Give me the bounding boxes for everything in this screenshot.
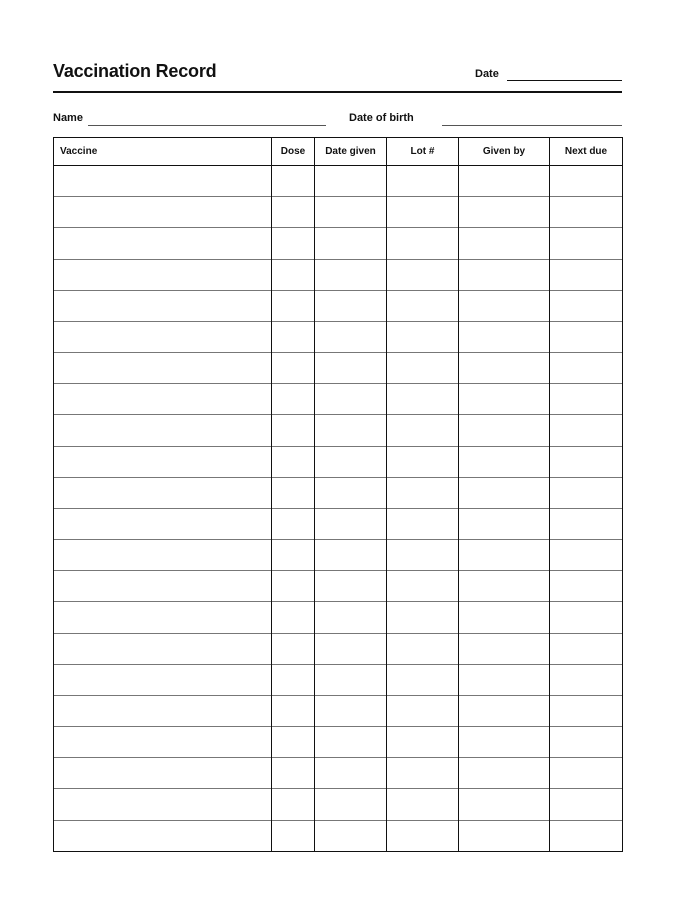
dose-cell[interactable] <box>272 259 315 290</box>
lot-number-cell[interactable] <box>387 664 459 695</box>
given-by-cell[interactable] <box>459 820 550 851</box>
vaccination-table <box>53 137 623 852</box>
next-due-cell[interactable] <box>550 446 623 477</box>
column-header-next-due: Next due <box>550 138 623 166</box>
vaccine-cell[interactable] <box>54 820 272 851</box>
vaccine-cell[interactable] <box>54 664 272 695</box>
lot-number-cell[interactable] <box>387 446 459 477</box>
next-due-cell[interactable] <box>550 166 623 197</box>
lot-number-cell[interactable] <box>387 789 459 820</box>
next-due-cell[interactable] <box>550 415 623 446</box>
column-header-lot-number: Lot # <box>387 138 459 166</box>
table-row <box>54 571 623 602</box>
next-due-cell[interactable] <box>550 353 623 384</box>
vaccine-cell[interactable] <box>54 290 272 321</box>
date-given-cell[interactable] <box>315 789 387 820</box>
vaccine-cell[interactable] <box>54 197 272 228</box>
dose-cell[interactable] <box>272 353 315 384</box>
date-of-birth-field-line[interactable] <box>442 125 622 126</box>
dose-cell[interactable] <box>272 758 315 789</box>
table-row <box>54 633 623 664</box>
next-due-cell[interactable] <box>550 758 623 789</box>
date-given-cell[interactable] <box>315 197 387 228</box>
date-label: Date <box>475 68 499 80</box>
header-divider <box>53 91 622 93</box>
lot-number-cell[interactable] <box>387 820 459 851</box>
given-by-cell[interactable] <box>459 571 550 602</box>
lot-number-cell[interactable] <box>387 477 459 508</box>
table-row <box>54 789 623 820</box>
date-given-cell[interactable] <box>315 602 387 633</box>
table-row <box>54 540 623 571</box>
table-row <box>54 166 623 197</box>
next-due-cell[interactable] <box>550 508 623 539</box>
given-by-cell[interactable] <box>459 508 550 539</box>
table-row <box>54 664 623 695</box>
table-header-row <box>54 138 623 166</box>
date-given-cell[interactable] <box>315 695 387 726</box>
given-by-cell[interactable] <box>459 259 550 290</box>
date-given-cell[interactable] <box>315 166 387 197</box>
date-given-cell[interactable] <box>315 727 387 758</box>
table-row <box>54 508 623 539</box>
lot-number-cell[interactable] <box>387 353 459 384</box>
date-given-cell[interactable] <box>315 508 387 539</box>
dose-cell[interactable] <box>272 727 315 758</box>
lot-number-cell[interactable] <box>387 695 459 726</box>
given-by-cell[interactable] <box>459 228 550 259</box>
vaccine-cell[interactable] <box>54 384 272 415</box>
lot-number-cell[interactable] <box>387 228 459 259</box>
date-given-cell[interactable] <box>315 353 387 384</box>
given-by-cell[interactable] <box>459 664 550 695</box>
next-due-cell[interactable] <box>550 197 623 228</box>
lot-number-cell[interactable] <box>387 321 459 352</box>
given-by-cell[interactable] <box>459 789 550 820</box>
date-given-cell[interactable] <box>315 259 387 290</box>
next-due-cell[interactable] <box>550 571 623 602</box>
vaccine-cell[interactable] <box>54 477 272 508</box>
vaccine-cell[interactable] <box>54 321 272 352</box>
vaccine-cell[interactable] <box>54 602 272 633</box>
column-header-vaccine: Vaccine <box>54 138 272 166</box>
vaccine-cell[interactable] <box>54 508 272 539</box>
date-given-cell[interactable] <box>315 384 387 415</box>
table-row <box>54 321 623 352</box>
next-due-cell[interactable] <box>550 540 623 571</box>
dose-cell[interactable] <box>272 321 315 352</box>
given-by-cell[interactable] <box>459 446 550 477</box>
date-given-cell[interactable] <box>315 664 387 695</box>
table-body <box>54 166 623 852</box>
table-row <box>54 695 623 726</box>
dose-cell[interactable] <box>272 540 315 571</box>
table-row <box>54 384 623 415</box>
lot-number-cell[interactable] <box>387 602 459 633</box>
date-of-birth-label: Date of birth <box>349 112 414 124</box>
next-due-cell[interactable] <box>550 321 623 352</box>
lot-number-cell[interactable] <box>387 166 459 197</box>
dose-cell[interactable] <box>272 290 315 321</box>
next-due-cell[interactable] <box>550 602 623 633</box>
date-given-cell[interactable] <box>315 571 387 602</box>
given-by-cell[interactable] <box>459 695 550 726</box>
date-given-cell[interactable] <box>315 540 387 571</box>
vaccine-cell[interactable] <box>54 446 272 477</box>
vaccine-cell[interactable] <box>54 758 272 789</box>
table-row <box>54 477 623 508</box>
dose-cell[interactable] <box>272 197 315 228</box>
given-by-cell[interactable] <box>459 353 550 384</box>
next-due-cell[interactable] <box>550 228 623 259</box>
next-due-cell[interactable] <box>550 477 623 508</box>
date-given-cell[interactable] <box>315 477 387 508</box>
column-header-given-by: Given by <box>459 138 550 166</box>
given-by-cell[interactable] <box>459 540 550 571</box>
dose-cell[interactable] <box>272 789 315 820</box>
lot-number-cell[interactable] <box>387 384 459 415</box>
vaccine-cell[interactable] <box>54 727 272 758</box>
lot-number-cell[interactable] <box>387 758 459 789</box>
given-by-cell[interactable] <box>459 602 550 633</box>
lot-number-cell[interactable] <box>387 540 459 571</box>
next-due-cell[interactable] <box>550 664 623 695</box>
column-header-dose: Dose <box>272 138 315 166</box>
given-by-cell[interactable] <box>459 321 550 352</box>
vaccine-cell[interactable] <box>54 695 272 726</box>
vaccine-cell[interactable] <box>54 166 272 197</box>
vaccine-cell[interactable] <box>54 415 272 446</box>
vaccine-cell[interactable] <box>54 259 272 290</box>
dose-cell[interactable] <box>272 633 315 664</box>
next-due-cell[interactable] <box>550 695 623 726</box>
lot-number-cell[interactable] <box>387 633 459 664</box>
given-by-cell[interactable] <box>459 166 550 197</box>
given-by-cell[interactable] <box>459 290 550 321</box>
lot-number-cell[interactable] <box>387 571 459 602</box>
page-title: Vaccination Record <box>53 61 217 81</box>
lot-number-cell[interactable] <box>387 259 459 290</box>
given-by-cell[interactable] <box>459 477 550 508</box>
lot-number-cell[interactable] <box>387 415 459 446</box>
vaccine-cell[interactable] <box>54 228 272 259</box>
dose-cell[interactable] <box>272 228 315 259</box>
date-given-cell[interactable] <box>315 446 387 477</box>
dose-cell[interactable] <box>272 446 315 477</box>
next-due-cell[interactable] <box>550 789 623 820</box>
given-by-cell[interactable] <box>459 197 550 228</box>
table-row <box>54 290 623 321</box>
lot-number-cell[interactable] <box>387 197 459 228</box>
given-by-cell[interactable] <box>459 758 550 789</box>
lot-number-cell[interactable] <box>387 508 459 539</box>
next-due-cell[interactable] <box>550 290 623 321</box>
date-given-cell[interactable] <box>315 820 387 851</box>
lot-number-cell[interactable] <box>387 727 459 758</box>
next-due-cell[interactable] <box>550 384 623 415</box>
table-row <box>54 602 623 633</box>
dose-cell[interactable] <box>272 664 315 695</box>
lot-number-cell[interactable] <box>387 290 459 321</box>
vaccine-cell[interactable] <box>54 571 272 602</box>
given-by-cell[interactable] <box>459 727 550 758</box>
name-label: Name <box>53 112 83 124</box>
dose-cell[interactable] <box>272 820 315 851</box>
date-given-cell[interactable] <box>315 633 387 664</box>
name-field-line[interactable] <box>88 125 326 126</box>
table-row <box>54 197 623 228</box>
date-given-cell[interactable] <box>315 228 387 259</box>
dose-cell[interactable] <box>272 695 315 726</box>
table-row <box>54 727 623 758</box>
given-by-cell[interactable] <box>459 415 550 446</box>
table-row <box>54 259 623 290</box>
date-given-cell[interactable] <box>315 758 387 789</box>
date-given-cell[interactable] <box>315 415 387 446</box>
next-due-cell[interactable] <box>550 727 623 758</box>
vaccine-cell[interactable] <box>54 353 272 384</box>
vaccine-cell[interactable] <box>54 633 272 664</box>
date-given-cell[interactable] <box>315 321 387 352</box>
date-given-cell[interactable] <box>315 290 387 321</box>
table-row <box>54 415 623 446</box>
given-by-cell[interactable] <box>459 633 550 664</box>
next-due-cell[interactable] <box>550 633 623 664</box>
date-field-line[interactable] <box>507 80 622 81</box>
next-due-cell[interactable] <box>550 259 623 290</box>
next-due-cell[interactable] <box>550 820 623 851</box>
given-by-cell[interactable] <box>459 384 550 415</box>
dose-cell[interactable] <box>272 415 315 446</box>
dose-cell[interactable] <box>272 508 315 539</box>
dose-cell[interactable] <box>272 571 315 602</box>
table-row <box>54 228 623 259</box>
table-row <box>54 820 623 851</box>
column-header-date-given: Date given <box>315 138 387 166</box>
dose-cell[interactable] <box>272 384 315 415</box>
dose-cell[interactable] <box>272 477 315 508</box>
table-row <box>54 353 623 384</box>
table-row <box>54 446 623 477</box>
table-row <box>54 758 623 789</box>
vaccine-cell[interactable] <box>54 540 272 571</box>
vaccine-cell[interactable] <box>54 789 272 820</box>
dose-cell[interactable] <box>272 602 315 633</box>
dose-cell[interactable] <box>272 166 315 197</box>
